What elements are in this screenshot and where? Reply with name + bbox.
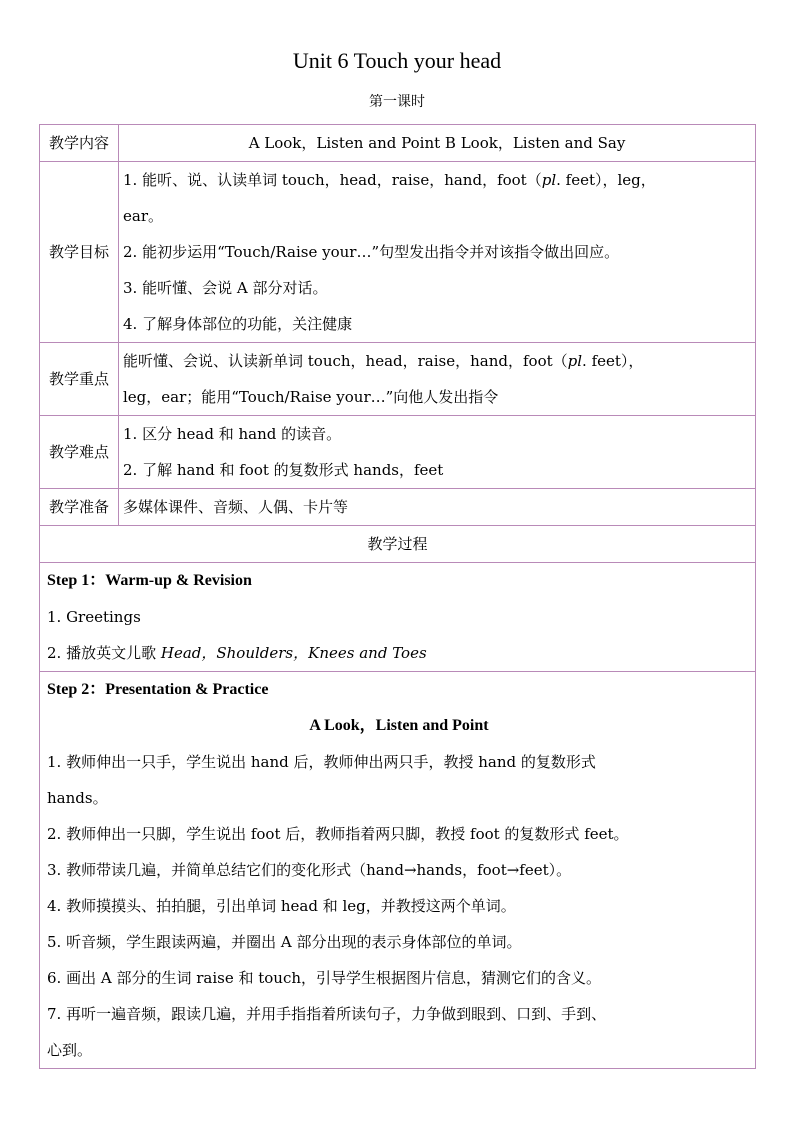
process-header: 教学过程	[40, 526, 756, 563]
row-preparation	[40, 489, 756, 526]
value-key-points	[119, 343, 756, 416]
value-preparation: 多媒体课件、音频、人偶、卡片等	[119, 489, 756, 526]
document-title: Unit 6 Touch your head	[292, 48, 502, 73]
row-step2	[40, 672, 756, 1069]
row-difficulties	[40, 416, 756, 489]
step1-item-1: 1. Greetings	[47, 608, 141, 626]
row-objectives	[40, 162, 756, 343]
objective-line-2: 2. 能初步运用“Touch/Raise your…”句型发出指令并对该指令做出回应。	[123, 243, 620, 261]
objective-line-1: 1. 能听、说、认读单词 touch，head，raise，hand，foot（pl. feet），leg，	[123, 171, 656, 189]
label-preparation: 教学准备	[40, 489, 119, 526]
difficulty-line-2: 2. 了解 hand 和 foot 的复数形式 hands，feet	[123, 461, 444, 479]
difficulty-line-1: 1. 区分 head 和 hand 的读音。	[123, 425, 342, 443]
row-step1	[40, 563, 756, 672]
value-difficulties	[119, 416, 756, 489]
step2-item: 2. 教师伸出一只脚，学生说出 foot 后，教师指着两只脚，教授 foot 的复数形式 feet。	[47, 825, 629, 843]
row-content	[40, 125, 756, 162]
value-objectives	[119, 162, 756, 343]
step1-heading: Step 1：Warm-up & Revision	[47, 572, 252, 589]
step2-item: 6. 画出 A 部分的生词 raise 和 touch，引导学生根据图片信息，猜测它们的含义。	[47, 969, 602, 987]
objective-line-1-cont: ear。	[123, 207, 163, 225]
step1-cell	[40, 563, 756, 672]
step2-item: hands。	[47, 789, 108, 807]
objective-line-4: 4. 了解身体部位的功能，关注健康	[123, 315, 353, 333]
value-content: A Look，Listen and Point B Look，Listen and Say	[119, 125, 756, 162]
step2-item: 4. 教师摸摸头、拍拍腿，引出单词 head 和 leg，并教授这两个单词。	[47, 897, 516, 915]
step2-subheading: A Look，Listen and Point	[309, 717, 489, 734]
step2-cell	[40, 672, 756, 1069]
lesson-plan-table	[39, 124, 756, 1069]
lesson-subtitle: 第一课时	[369, 94, 425, 110]
label-content: 教学内容	[40, 125, 119, 162]
label-difficulties: 教学难点	[40, 416, 119, 489]
label-key-points: 教学重点	[40, 343, 119, 416]
label-objectives: 教学目标	[40, 162, 119, 343]
step1-item-2: 2. 播放英文儿歌 Head，Shoulders，Knees and Toes	[47, 644, 427, 662]
step2-heading: Step 2：Presentation & Practice	[47, 681, 269, 698]
objective-line-3: 3. 能听懂、会说 A 部分对话。	[123, 279, 328, 297]
row-key-points	[40, 343, 756, 416]
step2-item: 1. 教师伸出一只手，学生说出 hand 后，教师伸出两只手，教授 hand 的复数形式	[47, 753, 596, 771]
key-points-line-1: 能听懂、会说、认读新单词 touch，head，raise，hand，foot（pl. feet），	[123, 352, 644, 370]
step2-item: 7. 再听一遍音频，跟读几遍，并用手指指着所读句子，力争做到眼到、口到、手到、	[47, 1005, 607, 1023]
row-process-header	[40, 526, 756, 563]
step2-item: 心到。	[47, 1041, 93, 1059]
key-points-line-2: leg，ear；能用“Touch/Raise your…”向他人发出指令	[123, 388, 499, 406]
step2-item: 3. 教师带读几遍，并简单总结它们的变化形式（hand→hands，foot→feet）。	[47, 861, 572, 879]
step2-item: 5. 听音频，学生跟读两遍，并圈出 A 部分出现的表示身体部位的单词。	[47, 933, 522, 951]
